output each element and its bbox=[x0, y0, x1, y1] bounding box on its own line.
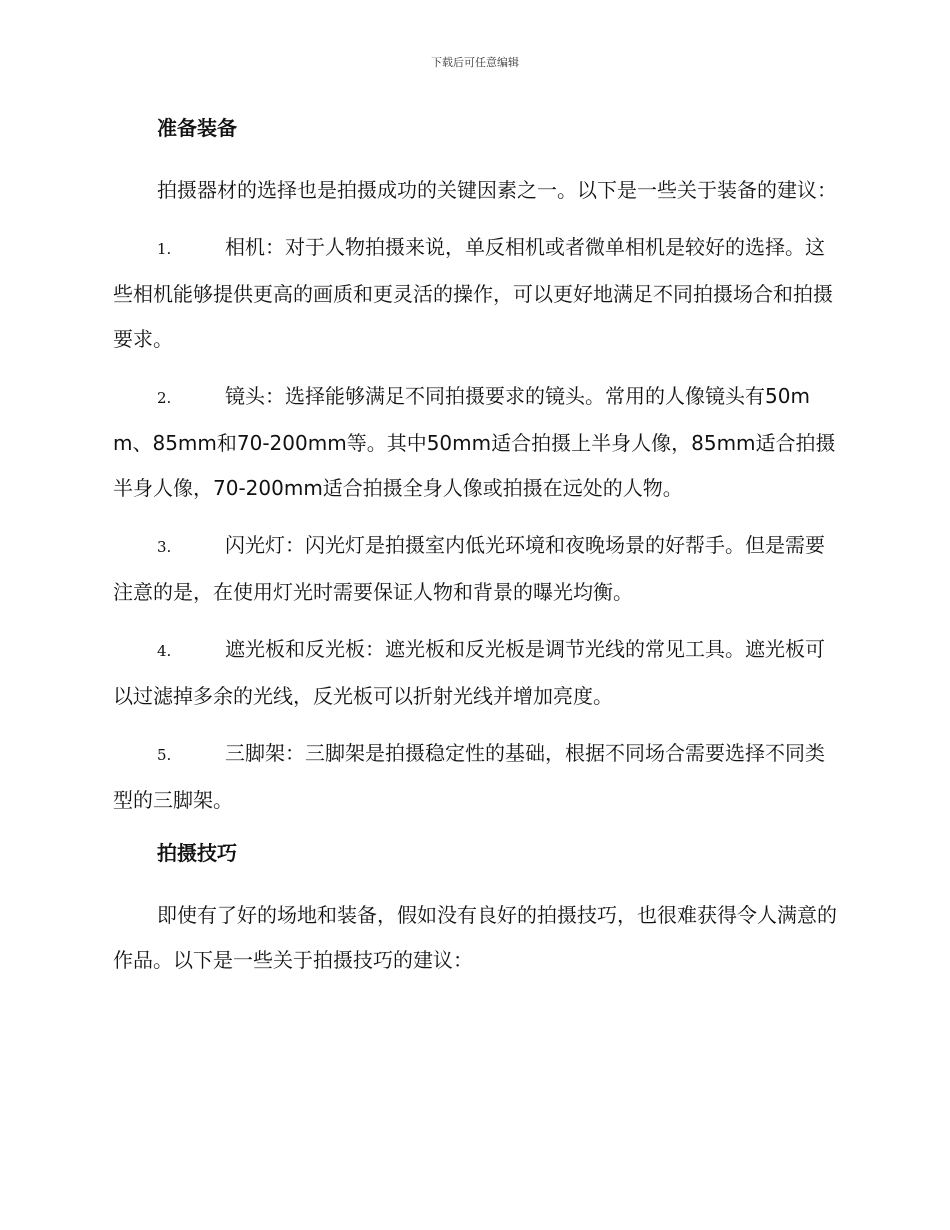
list-item bbox=[113, 374, 839, 511]
document-content bbox=[113, 112, 839, 995]
section-intro-equipment: 拍摄器材的选择也是拍摄成功的关键因素之一。以下是一些关于装备的建议： bbox=[157, 178, 837, 202]
section-heading-equipment: 准备装备 bbox=[157, 116, 237, 140]
list-item-number: 5. bbox=[157, 746, 172, 764]
list-item-text: 闪光灯：闪光灯是拍摄室内低光环境和夜晚场景的好帮手。但是需要注意的是，在使用灯光时需要保证人物和背景的曝光均衡。 bbox=[113, 533, 825, 604]
list-item bbox=[113, 627, 839, 719]
section-heading-techniques: 拍摄技巧 bbox=[157, 841, 237, 865]
list-item-number: 1. bbox=[157, 240, 172, 258]
list-item-text: 镜头：选择能够满足不同拍摄要求的镜头。常用的人像镜头有50mm、85mm和70-200mm等。其中50mm适合拍摄上半身人像，85mm适合拍摄半身人像，70-200mm适合拍摄全身人像或拍摄在远处的人物。 bbox=[113, 384, 836, 500]
list-item-text: 相机：对于人物拍摄来说，单反相机或者微单相机是较好的选择。这些相机能够提供更高的画质和更灵活的操作，可以更好地满足不同拍摄场合和拍摄要求。 bbox=[113, 235, 833, 351]
list-item-number: 3. bbox=[157, 538, 172, 556]
list-item-text: 遮光板和反光板：遮光板和反光板是调节光线的常见工具。遮光板可以过滤掉多余的光线，反光板可以折射光线并增加亮度。 bbox=[113, 637, 825, 708]
list-item-number: 2. bbox=[157, 389, 172, 407]
list-item-text: 三脚架：三脚架是拍摄稳定性的基础，根据不同场合需要选择不同类型的三脚架。 bbox=[113, 741, 825, 812]
list-item bbox=[113, 731, 839, 823]
list-item-number: 4. bbox=[157, 642, 172, 660]
list-item bbox=[113, 225, 839, 362]
list-item bbox=[113, 523, 839, 615]
section-intro-techniques: 即使有了好的场地和装备，假如没有良好的拍摄技巧，也很难获得令人满意的作品。以下是一些关于拍摄技巧的建议： bbox=[113, 903, 837, 972]
header-note: 下载后可任意编辑 bbox=[431, 56, 519, 69]
